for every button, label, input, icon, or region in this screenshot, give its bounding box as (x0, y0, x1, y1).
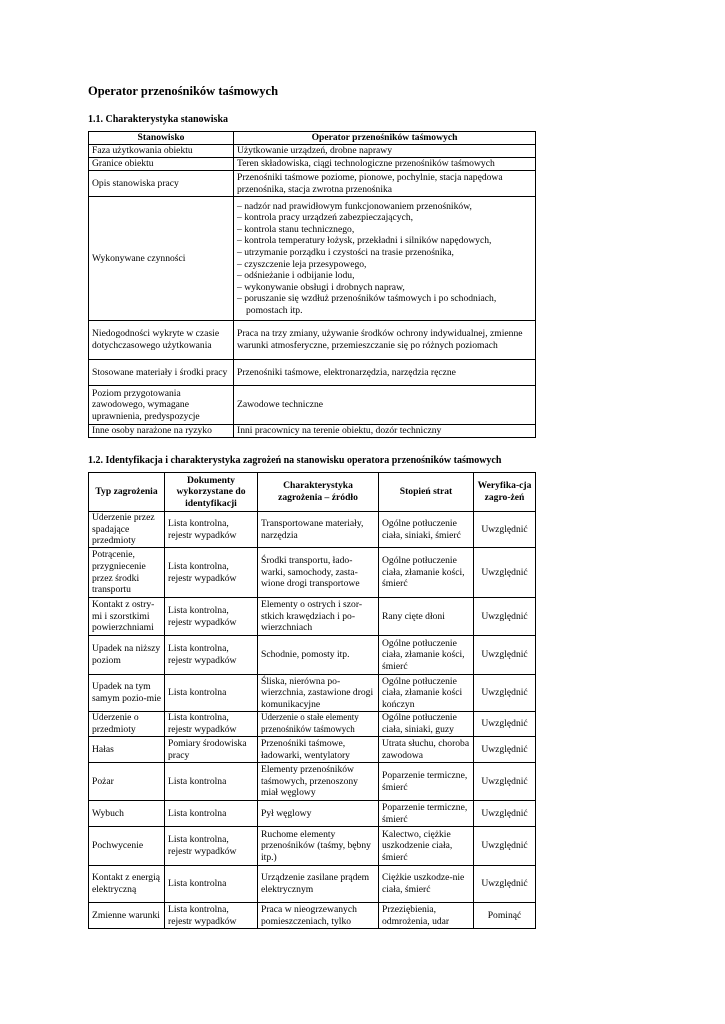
table-row (89, 801, 536, 827)
hazard-docs: Lista kontrolna, rejestr wypadków (165, 712, 258, 737)
row-label: Inne osoby narażone na ryzyko (89, 425, 234, 438)
hazard-type: Kontakt z energią elektryczną (89, 866, 165, 903)
row-value: Zawodowe techniczne (234, 386, 536, 425)
hazard-loss: Poparzenie termiczne, śmierć (379, 801, 474, 827)
column-header: Charakterystyka zagrożenia – źródło (258, 473, 379, 512)
row-value: Praca na trzy zmiany, używanie środków ochrony indywidualnej, zmienne warunki atmosferyczne, przemieszczanie się po różnych poziomach (234, 321, 536, 360)
hazard-loss: Przeziębienia, odmrożenia, udar (379, 903, 474, 929)
hazard-source: Przenośniki taśmowe, ładowarki, wentylatory (258, 737, 379, 763)
hazard-docs: Lista kontrolna, rejestr wypadków (165, 548, 258, 598)
table-row (89, 675, 536, 712)
hazard-loss: Rany cięte dłoni (379, 598, 474, 636)
hazard-source: Elementy o ostrych i szor-stkich krawędziach i po-wierzchniach (258, 598, 379, 636)
hazard-docs: Lista kontrolna, rejestr wypadków (165, 512, 258, 548)
hazard-type: Pochwycenie (89, 827, 165, 866)
hazard-type: Hałas (89, 737, 165, 763)
row-value: Teren składowiska, ciągi technologiczne przenośników taśmowych (234, 158, 536, 171)
hazard-loss: Poparzenie termiczne, śmierć (379, 763, 474, 801)
column-header: Typ zagrożenia (89, 473, 165, 512)
table-row (89, 512, 536, 548)
column-header: Dokumenty wykorzystane do identyfikacji (165, 473, 258, 512)
list-item: – czyszczenie leja przesypowego, (237, 258, 367, 270)
row-label: Poziom przygotowania zawodowego, wymagane uprawnienia, predyspozycje (89, 386, 234, 425)
hazard-type: Upadek na niższy poziom (89, 636, 165, 675)
hazard-loss: Ogólne potłuczenie ciała, złamanie kości, śmierć (379, 548, 474, 598)
hazard-verification: Pominąć (474, 903, 536, 929)
table-row (89, 903, 536, 929)
table-row (89, 321, 536, 360)
hazard-type: Potrącenie, przygniecenie przez środki transportu (89, 548, 165, 598)
hazard-verification: Uwzględnić (474, 712, 536, 737)
hazard-source: Ruchome elementy przenośników (taśmy, bębny itp.) (258, 827, 379, 866)
hazard-loss: Ciężkie uszkodze-nie ciała, śmierć (379, 866, 474, 903)
table-row (89, 737, 536, 763)
hazard-type: Kontakt z ostry-mi i szorstkimi powierzchniami (89, 598, 165, 636)
hazard-docs: Lista kontrolna, rejestr wypadków (165, 827, 258, 866)
hazard-verification: Uwzględnić (474, 801, 536, 827)
table-header-row (89, 132, 536, 145)
hazard-type: Uderzenie przez spadające przedmioty (89, 512, 165, 548)
table-row (89, 548, 536, 598)
page-title: Operator przenośników taśmowych (88, 84, 279, 98)
table-row (89, 866, 536, 903)
hazard-verification: Uwzględnić (474, 866, 536, 903)
table-row (89, 763, 536, 801)
column-header: Operator przenośników taśmowych (234, 132, 536, 145)
row-label: Wykonywane czynności (89, 197, 234, 321)
table-row (89, 636, 536, 675)
hazard-loss: Utrata słuchu, choroba zawodowa (379, 737, 474, 763)
table-row (89, 360, 536, 386)
hazard-verification: Uwzględnić (474, 763, 536, 801)
table-row (89, 712, 536, 737)
table-header-row (89, 473, 536, 512)
hazard-verification: Uwzględnić (474, 827, 536, 866)
hazard-verification: Uwzględnić (474, 636, 536, 675)
row-value: Przenośniki taśmowe, elektronarzędzia, narzędzia ręczne (234, 360, 536, 386)
hazard-docs: Pomiary środowiska pracy (165, 737, 258, 763)
list-item: – poruszanie się wzdłuż przenośników taśmowych i po schodniach, (237, 293, 497, 305)
list-item: pomostach itp. (246, 304, 303, 316)
hazard-source: Praca w nieogrzewanych pomieszczeniach, tylko (258, 903, 379, 929)
row-value: Inni pracownicy na terenie obiektu, dozór techniczny (234, 425, 536, 438)
list-item: – odśnieżanie i odbijanie lodu, (237, 270, 355, 282)
column-header: Weryfika-cja zagro-żeń (474, 473, 536, 512)
hazard-verification: Uwzględnić (474, 737, 536, 763)
list-item: – kontrola pracy urządzeń zabezpieczających, (237, 212, 414, 224)
row-label: Opis stanowiska pracy (89, 171, 234, 197)
list-item: – wykonywanie obsługi i drobnych napraw, (237, 281, 405, 293)
hazard-loss: Kalectwo, ciężkie uszkodzenie ciała, śmierć (379, 827, 474, 866)
table-row (89, 158, 536, 171)
table-row (89, 425, 536, 438)
row-value: Przenośniki taśmowe poziome, pionowe, pochylnie, stacja napędowa przenośnika, stacja zwrotna przenośnika (234, 171, 536, 197)
hazard-source: Urządzenie zasilane prądem elektrycznym (258, 866, 379, 903)
hazard-loss: Ogólne potłuczenie ciała, siniaki, guzy (379, 712, 474, 737)
table-row (89, 197, 536, 321)
hazard-source: Schodnie, pomosty itp. (258, 636, 379, 675)
hazard-type: Wybuch (89, 801, 165, 827)
table-row (89, 598, 536, 636)
hazard-loss: Ogólne potłuczenie ciała, złamanie kości, śmierć (379, 636, 474, 675)
activities-list (234, 197, 536, 321)
row-label: Faza użytkowania obiektu (89, 145, 234, 158)
table-row (89, 145, 536, 158)
hazard-docs: Lista kontrolna, rejestr wypadków (165, 903, 258, 929)
hazard-docs: Lista kontrolna, rejestr wypadków (165, 598, 258, 636)
row-value: Użytkowanie urządzeń, drobne naprawy (234, 145, 536, 158)
hazard-verification: Uwzględnić (474, 598, 536, 636)
hazard-type: Zmienne warunki (89, 903, 165, 929)
hazard-source: Śliska, nierówna po-wierzchnia, zastawione drogi komunikacyjne (258, 675, 379, 712)
row-label: Granice obiektu (89, 158, 234, 171)
table-row (89, 827, 536, 866)
hazards-table (88, 472, 536, 929)
hazard-loss: Ogólne potłuczenie ciała, siniaki, śmierć (379, 512, 474, 548)
table-row (89, 171, 536, 197)
hazard-type: Upadek na tym samym pozio-mie (89, 675, 165, 712)
list-item: – kontrola temperatury łożysk, przekładni i silników napędowych, (237, 235, 492, 247)
row-label: Stosowane materiały i środki pracy (89, 360, 234, 386)
hazard-source: Środki transportu, łado-warki, samochody, zasta-wione drogi transportowe (258, 548, 379, 598)
list-item: – kontrola stanu technicznego, (237, 223, 355, 235)
hazard-verification: Uwzględnić (474, 675, 536, 712)
hazard-docs: Lista kontrolna (165, 675, 258, 712)
hazard-source: Transportowane materiały, narzędzia (258, 512, 379, 548)
column-header: Stopień strat (379, 473, 474, 512)
hazard-loss: Ogólne potłuczenie ciała, złamanie kości kończyn (379, 675, 474, 712)
hazard-docs: Lista kontrolna (165, 763, 258, 801)
workstation-table (88, 131, 536, 438)
hazard-source: Elementy przenośników taśmowych, przenoszony miał węglowy (258, 763, 379, 801)
column-header: Stanowisko (89, 132, 234, 145)
list-item: – nadzór nad prawidłowym funkcjonowaniem przenośników, (237, 200, 472, 212)
hazard-verification: Uwzględnić (474, 512, 536, 548)
hazard-source: Pył węglowy (258, 801, 379, 827)
hazard-docs: Lista kontrolna, rejestr wypadków (165, 636, 258, 675)
hazard-type: Uderzenie o przedmioty (89, 712, 165, 737)
hazard-docs: Lista kontrolna (165, 801, 258, 827)
hazard-type: Pożar (89, 763, 165, 801)
hazard-verification: Uwzględnić (474, 548, 536, 598)
section-2-heading: 1.2. Identyfikacja i charakterystyka zagrożeń na stanowisku operatora przenośników taśmowych (88, 455, 502, 466)
section-1-heading: 1.1. Charakterystyka stanowiska (88, 114, 229, 125)
list-item: – utrzymanie porządku i czystości na trasie przenośnika, (237, 246, 454, 258)
hazard-source: Uderzenie o stałe elementy przenośników taśmowych (258, 712, 379, 737)
table-row (89, 386, 536, 425)
row-label: Niedogodności wykryte w czasie dotychczasowego użytkowania (89, 321, 234, 360)
hazard-docs: Lista kontrolna (165, 866, 258, 903)
